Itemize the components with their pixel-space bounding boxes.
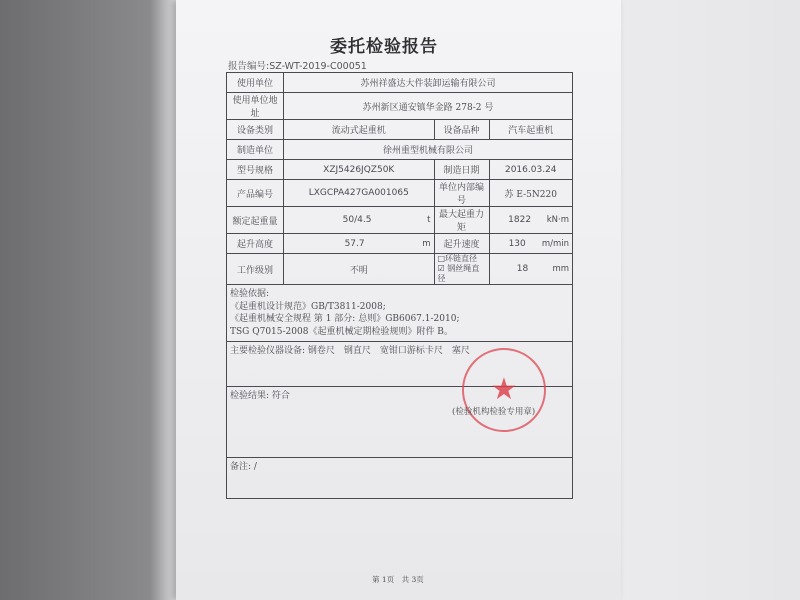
seal-caption: (检验机构检验专用章) <box>452 407 536 417</box>
field-label: 设备品种 <box>434 120 489 140</box>
unit: mm <box>552 264 569 274</box>
table-row <box>227 234 573 254</box>
field-label: 设备类别 <box>227 120 284 140</box>
field-label: 最大起重力矩 <box>434 207 489 234</box>
star-icon: ★ <box>490 372 518 407</box>
table-row <box>227 207 573 234</box>
field-value: XZJ5426JQZ50K <box>284 160 435 180</box>
field-label: 使用单位 <box>227 73 284 93</box>
field-value: 徐州重型机械有限公司 <box>284 140 573 160</box>
table-row <box>227 458 573 499</box>
field-value: LXGCPA427GA001065 <box>284 180 435 207</box>
field-value <box>489 234 573 254</box>
field-value <box>489 207 573 234</box>
rope-checkbox: ☑ 钢丝绳直径 <box>437 264 480 283</box>
value: 130 <box>508 238 526 249</box>
official-seal <box>462 348 546 432</box>
table-row <box>227 160 573 180</box>
field-label: 型号规格 <box>227 160 284 180</box>
field-label: 起升高度 <box>227 234 284 254</box>
field-label: 制造单位 <box>227 140 284 160</box>
document-title: 委托检验报告 <box>330 37 438 57</box>
table-row <box>227 140 573 160</box>
field-label: 工作级别 <box>227 254 284 285</box>
basis-line: TSG Q7015-2008《起重机械定期检验规则》附件 B。 <box>230 326 453 337</box>
unit: m <box>422 238 431 249</box>
inspection-result: 检验结果: 符合 <box>227 387 573 458</box>
inspection-basis <box>227 285 573 342</box>
basis-heading: 检验依据: <box>230 289 270 299</box>
remarks: 备注: / <box>227 458 573 499</box>
field-label: 额定起重量 <box>227 207 284 234</box>
field-value: 苏 E-5N220 <box>489 180 573 207</box>
table-row <box>227 93 573 120</box>
field-value: 苏州新区通安镇华金路 278-2 号 <box>284 93 573 120</box>
basis-line: 《起重机械安全规程 第 1 部分: 总则》GB6067.1-2010; <box>230 314 460 324</box>
page-number: 第 1页 共 3页 <box>372 575 424 584</box>
unit: m/min <box>541 238 569 249</box>
unit: kN·m <box>546 215 569 225</box>
value: 1822 <box>508 215 532 225</box>
field-value <box>284 207 435 234</box>
field-label: 起升速度 <box>434 234 489 254</box>
report-number: 报告编号:SZ-WT-2019-C00051 <box>228 61 367 72</box>
field-value: 流动式起重机 <box>284 120 435 140</box>
field-value: 不明 <box>284 254 435 285</box>
table-row <box>227 120 573 140</box>
report-table <box>226 72 573 499</box>
field-label: 使用单位地址 <box>227 93 284 120</box>
table-row <box>227 254 573 285</box>
chain-checkbox: □环链直径 <box>437 254 478 263</box>
field-value: 苏州祥盛达大件装卸运输有限公司 <box>284 73 573 93</box>
field-value: 2016.03.24 <box>489 160 573 180</box>
table-row <box>227 73 573 93</box>
value: 57.7 <box>344 238 365 249</box>
basis-line: 《起重机设计规范》GB/T3811-2008; <box>230 301 386 312</box>
field-value <box>284 234 435 254</box>
value: 18 <box>516 264 529 274</box>
field-value <box>489 254 573 285</box>
table-row <box>227 285 573 342</box>
instruments: 主要检验仪器设备: 钢卷尺 钢直尺 宽钳口游标卡尺 塞尺 <box>227 342 573 387</box>
field-label: 制造日期 <box>434 160 489 180</box>
unit: t <box>427 215 431 225</box>
field-value: 汽车起重机 <box>489 120 573 140</box>
diameter-options <box>434 254 489 285</box>
field-label: 单位内部编号 <box>434 180 489 207</box>
value: 50/4.5 <box>342 215 372 225</box>
table-row <box>227 180 573 207</box>
field-label: 产品编号 <box>227 180 284 207</box>
